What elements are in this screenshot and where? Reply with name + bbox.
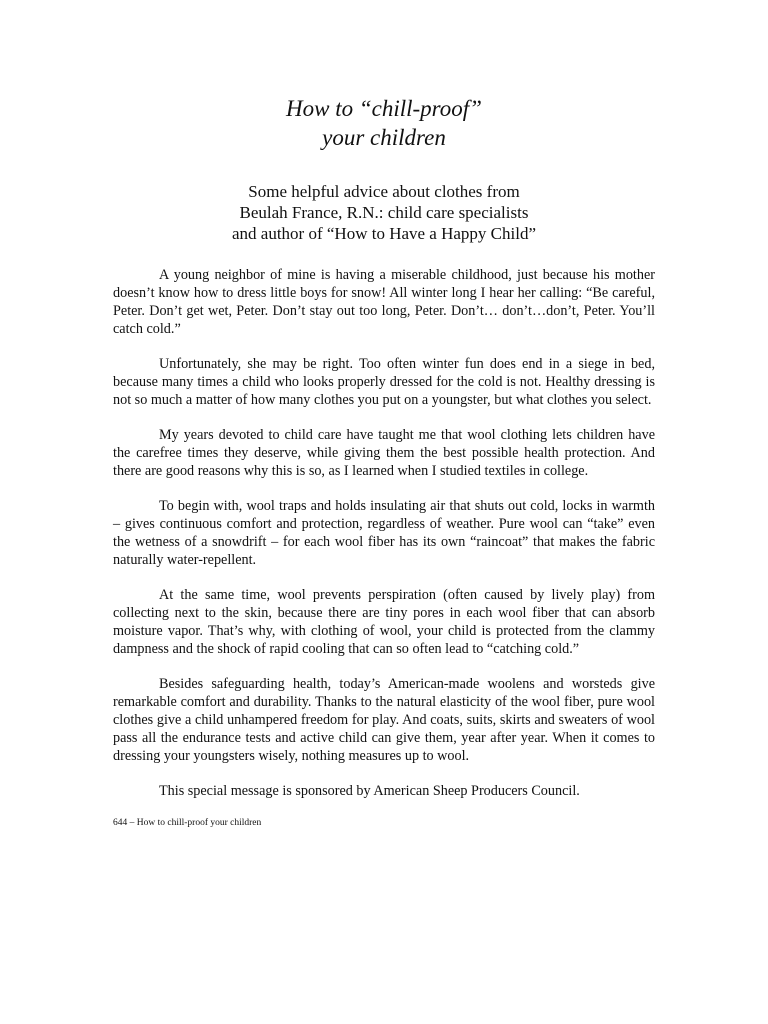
subtitle-line-1: Some helpful advice about clothes from	[248, 182, 520, 201]
paragraph-neighbor: A young neighbor of mine is having a miserable childhood, just because his mother doesn’t know how to dress little boys for snow! All winter long I hear her calling: “Be careful, Peter. Don’t get wet, Peter. Don’t stay out too long, Peter. Don’t… don’t…don’t, Peter. You’ll catch cold.”	[113, 267, 655, 337]
paragraph-unfortunately: Unfortunately, she may be right. Too often winter fun does end in a siege in bed, because many times a child who looks properly dressed for the cold is not. Healthy dressing is not so much a matter of how many clothes you put on a youngster, but what clothes you select.	[113, 356, 655, 408]
document-page	[113, 94, 655, 829]
paragraph-child-care: My years devoted to child care have taught me that wool clothing lets children have the carefree times they deserve, while giving them the best possible health protection. And there are good reasons why this is so, as I learned when I studied textiles in college.	[113, 427, 655, 479]
paragraph-durability: Besides safeguarding health, today’s American-made woolens and worsteds give remarkable comfort and durability. Thanks to the natural elasticity of the wool fiber, pure wool clothes give a child unhampered freedom for play. And coats, suits, skirts and sweaters of wool pass all the endurance tests and active child can give them, year after year. When it comes to dressing your youngsters wisely, nothing measures up to wool.	[113, 676, 655, 764]
document-title	[113, 94, 655, 152]
paragraph-sponsor: This special message is sponsored by American Sheep Producers Council.	[159, 783, 580, 799]
title-line-1: How to “chill-proof”	[286, 96, 482, 121]
title-line-2: your children	[322, 125, 446, 150]
document-subtitle	[113, 181, 655, 244]
paragraph-insulating-air: To begin with, wool traps and holds insulating air that shuts out cold, locks in warmth – gives continuous comfort and protection, regardless of weather. Pure wool can “take” even the wetness of a snowdrift – for each wool fiber has its own “raincoat” that makes the fabric naturally water-repellent.	[113, 498, 655, 568]
subtitle-line-2: Beulah France, R.N.: child care specialists	[239, 203, 529, 222]
paragraph-perspiration: At the same time, wool prevents perspiration (often caused by lively play) from collecting next to the skin, because there are tiny pores in each wool fiber that can absorb moisture vapor. That’s why, with clothing of wool, your child is protected from the clammy dampness and the shock of rapid cooling that can so often lead to “catching cold.”	[113, 587, 655, 657]
subtitle-line-3: and author of “How to Have a Happy Child”	[231, 224, 537, 243]
page-footer: 644 – How to chill-proof your children	[113, 818, 262, 828]
